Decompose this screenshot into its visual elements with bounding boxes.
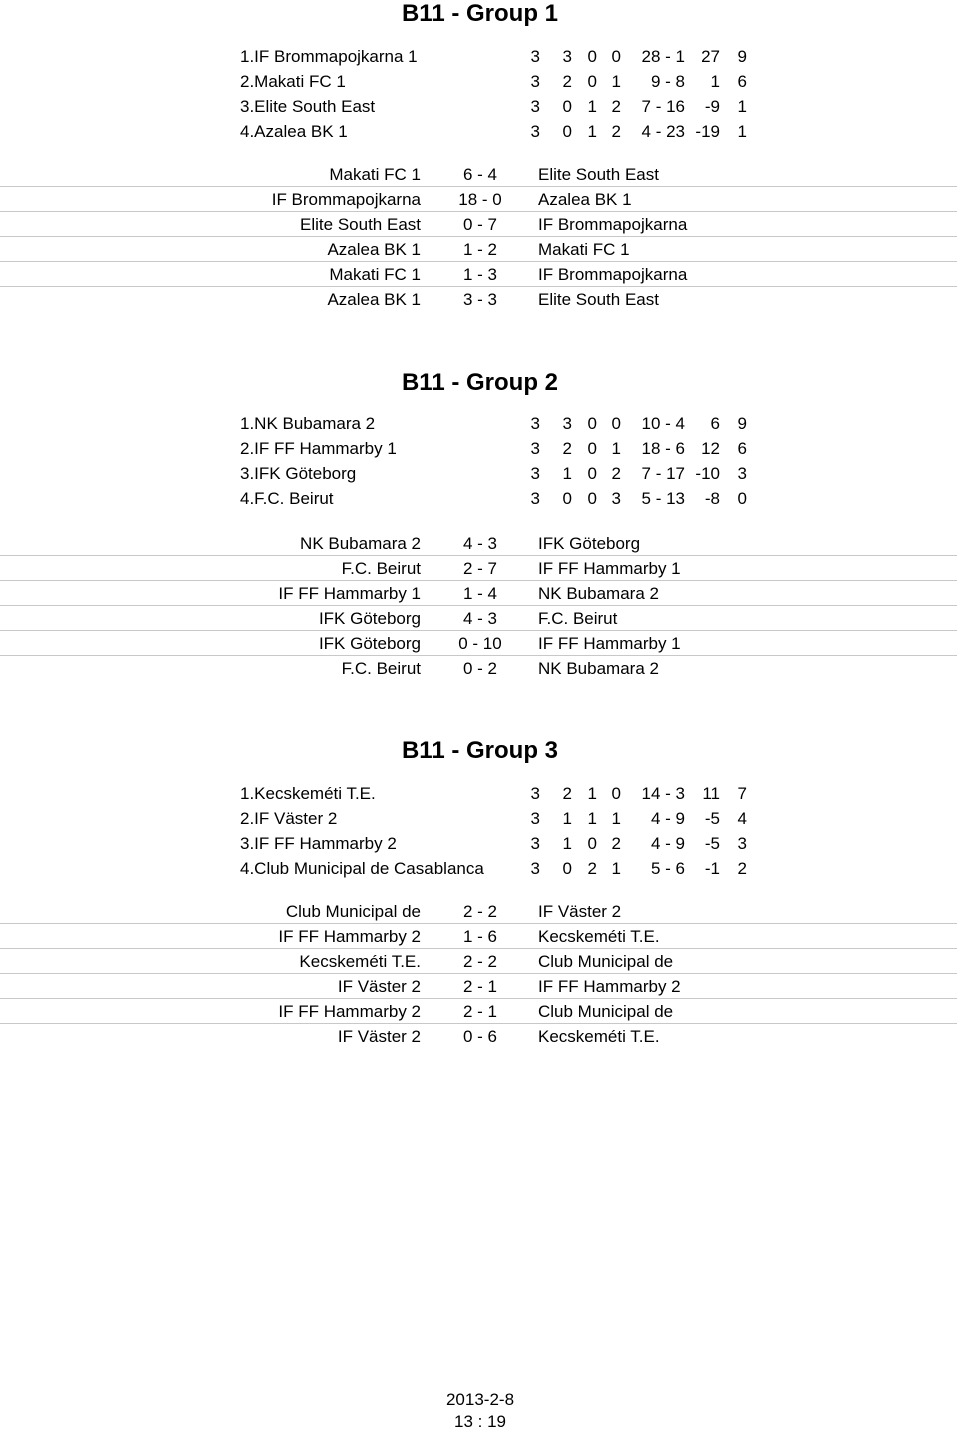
- standing-points: 9: [737, 47, 747, 66]
- standing-row: [240, 781, 840, 806]
- match-score: 1 - 2: [462, 240, 498, 259]
- standing-diff: -5: [704, 834, 720, 853]
- match-score: 0 - 6: [462, 1027, 498, 1046]
- match-row: [0, 924, 957, 949]
- standing-row: [240, 806, 840, 831]
- standing-points: 3: [737, 834, 747, 853]
- match-score: 1 - 3: [462, 265, 498, 284]
- standing-played: 3: [530, 809, 540, 828]
- match-row: [0, 237, 957, 262]
- match-score: 1 - 6: [462, 927, 498, 946]
- match-away-team: IF Brommapojkarna: [538, 265, 688, 284]
- standing-goals: 7 - 16: [641, 97, 685, 116]
- match-home-team: NK Bubamara 2: [300, 534, 421, 553]
- standing-drawn: 0: [587, 489, 597, 508]
- standing-points: 2: [737, 859, 747, 878]
- standing-row: [240, 486, 840, 511]
- standing-played: 3: [530, 464, 540, 483]
- standing-team: 3.Elite South East: [240, 97, 376, 116]
- match-row: [0, 606, 957, 631]
- match-away-team: IF Brommapojkarna: [538, 215, 688, 234]
- standing-team: 1.NK Bubamara 2: [240, 414, 376, 433]
- standing-won: 2: [562, 439, 572, 458]
- standing-played: 3: [530, 72, 540, 91]
- group-title: B11 - Group 3: [401, 737, 559, 764]
- standing-lost: 2: [611, 834, 621, 853]
- match-home-team: IF Väster 2: [337, 1027, 421, 1046]
- standing-played: 3: [530, 47, 540, 66]
- standing-drawn: 2: [587, 859, 597, 878]
- match-row: [0, 187, 957, 212]
- standing-won: 0: [562, 122, 572, 141]
- standing-diff: -1: [704, 859, 720, 878]
- standing-played: 3: [530, 122, 540, 141]
- standing-played: 3: [530, 859, 540, 878]
- standing-diff: 27: [701, 47, 720, 66]
- standing-row: [240, 856, 840, 881]
- standing-played: 3: [530, 834, 540, 853]
- standing-diff: -10: [695, 464, 720, 483]
- standing-goals: 9 - 8: [650, 72, 685, 91]
- match-score: 2 - 7: [462, 559, 498, 578]
- match-score: 4 - 3: [462, 534, 498, 553]
- standing-diff: 11: [702, 784, 720, 803]
- standing-diff: -19: [695, 122, 720, 141]
- match-home-team: Makati FC 1: [329, 265, 421, 284]
- standing-goals: 4 - 9: [650, 834, 685, 853]
- standing-goals: 4 - 9: [650, 809, 685, 828]
- match-row: [0, 212, 957, 237]
- standing-points: 6: [737, 439, 747, 458]
- standing-won: 1: [562, 809, 572, 828]
- standing-played: 3: [530, 784, 540, 803]
- standing-drawn: 1: [587, 97, 597, 116]
- standing-lost: 3: [611, 489, 621, 508]
- standing-row: [240, 69, 840, 94]
- standing-team: 2.Makati FC 1: [240, 72, 346, 91]
- match-away-team: Elite South East: [538, 290, 659, 309]
- standing-row: [240, 411, 840, 436]
- standing-points: 0: [737, 489, 747, 508]
- match-row: [0, 656, 957, 681]
- standing-points: 4: [737, 809, 747, 828]
- match-away-team: IF FF Hammarby 1: [538, 559, 681, 578]
- match-row: [0, 949, 957, 974]
- standing-team: 1.Kecskeméti T.E.: [240, 784, 376, 803]
- standing-row: [240, 44, 840, 69]
- match-home-team: IF Väster 2: [337, 977, 421, 996]
- standing-won: 2: [562, 72, 572, 91]
- standing-lost: 1: [611, 72, 621, 91]
- standing-drawn: 0: [587, 834, 597, 853]
- match-home-team: Azalea BK 1: [327, 290, 421, 309]
- match-row: [0, 262, 957, 287]
- match-home-team: Elite South East: [300, 215, 421, 234]
- standing-points: 7: [737, 784, 747, 803]
- match-away-team: Azalea BK 1: [538, 190, 632, 209]
- match-row: [0, 974, 957, 999]
- standing-drawn: 0: [587, 439, 597, 458]
- standing-row: [240, 119, 840, 144]
- match-row: [0, 162, 957, 187]
- standing-points: 1: [737, 97, 747, 116]
- match-row: [0, 631, 957, 656]
- match-home-team: F.C. Beirut: [341, 659, 421, 678]
- standing-goals: 10 - 4: [641, 414, 685, 433]
- standing-drawn: 1: [587, 784, 597, 803]
- standing-team: 2.IF Väster 2: [240, 809, 338, 828]
- standing-drawn: 1: [587, 122, 597, 141]
- standing-goals: 28 - 1: [641, 47, 685, 66]
- standing-points: 9: [737, 414, 747, 433]
- standing-lost: 1: [611, 809, 621, 828]
- match-away-team: Club Municipal de: [538, 952, 674, 971]
- standing-drawn: 0: [587, 414, 597, 433]
- standing-goals: 14 - 3: [641, 784, 685, 803]
- standing-drawn: 1: [587, 809, 597, 828]
- standing-won: 2: [562, 784, 572, 803]
- standing-won: 0: [562, 489, 572, 508]
- match-home-team: IFK Göteborg: [318, 609, 421, 628]
- standing-team: 2.IF FF Hammarby 1: [240, 439, 397, 458]
- match-away-team: NK Bubamara 2: [538, 584, 659, 603]
- match-home-team: Makati FC 1: [329, 165, 421, 184]
- standing-goals: 5 - 13: [641, 489, 685, 508]
- standing-row: [240, 94, 840, 119]
- match-home-team: Club Municipal de: [285, 902, 421, 921]
- standing-lost: 2: [611, 464, 621, 483]
- match-home-team: IF FF Hammarby 2: [278, 1002, 421, 1021]
- match-row: [0, 556, 957, 581]
- footer-time: 13 : 19: [454, 1412, 506, 1431]
- standing-played: 3: [530, 414, 540, 433]
- match-home-team: F.C. Beirut: [341, 559, 421, 578]
- match-score: 4 - 3: [462, 609, 498, 628]
- standing-played: 3: [530, 489, 540, 508]
- standing-goals: 5 - 6: [650, 859, 685, 878]
- standing-goals: 7 - 17: [641, 464, 685, 483]
- standing-diff: -9: [704, 97, 720, 116]
- match-away-team: Makati FC 1: [538, 240, 630, 259]
- standing-team: 4.F.C. Beirut: [240, 489, 334, 508]
- standing-won: 3: [562, 414, 572, 433]
- match-score: 0 - 10: [458, 634, 502, 653]
- match-home-team: IF FF Hammarby 1: [278, 584, 421, 603]
- match-score: 0 - 7: [462, 215, 498, 234]
- match-away-team: Kecskeméti T.E.: [538, 1027, 660, 1046]
- standing-diff: -8: [704, 489, 720, 508]
- standing-diff: -5: [704, 809, 720, 828]
- standing-points: 3: [737, 464, 747, 483]
- standing-diff: 6: [710, 414, 720, 433]
- match-score: 3 - 3: [462, 290, 498, 309]
- standing-drawn: 0: [587, 464, 597, 483]
- standing-lost: 2: [611, 97, 621, 116]
- match-score: 2 - 1: [462, 1002, 498, 1021]
- match-row: [0, 1024, 957, 1049]
- match-away-team: NK Bubamara 2: [538, 659, 659, 678]
- standing-team: 4.Azalea BK 1: [240, 122, 348, 141]
- match-row: [0, 531, 957, 556]
- match-score: 1 - 4: [462, 584, 498, 603]
- match-away-team: IF FF Hammarby 1: [538, 634, 681, 653]
- standing-lost: 1: [611, 859, 621, 878]
- standing-diff: 1: [710, 72, 720, 91]
- match-score: 18 - 0: [458, 190, 502, 209]
- standing-goals: 4 - 23: [641, 122, 685, 141]
- standing-played: 3: [530, 97, 540, 116]
- standing-points: 1: [737, 122, 747, 141]
- standing-team: 3.IF FF Hammarby 2: [240, 834, 397, 853]
- match-score: 0 - 2: [462, 659, 498, 678]
- standing-points: 6: [737, 72, 747, 91]
- match-home-team: IF FF Hammarby 2: [278, 927, 421, 946]
- standing-won: 1: [562, 464, 572, 483]
- match-away-team: Elite South East: [538, 165, 659, 184]
- standing-row: [240, 831, 840, 856]
- match-row: [0, 999, 957, 1024]
- standing-drawn: 0: [587, 47, 597, 66]
- standing-won: 0: [562, 859, 572, 878]
- match-row: [0, 287, 957, 312]
- standing-drawn: 0: [587, 72, 597, 91]
- match-row: [0, 581, 957, 606]
- standing-diff: 12: [701, 439, 720, 458]
- standing-team: 4.Club Municipal de Casablanca: [240, 859, 484, 878]
- standing-lost: 1: [611, 439, 621, 458]
- standing-team: 1.IF Brommapojkarna 1: [240, 47, 418, 66]
- footer-date: 2013-2-8: [445, 1390, 515, 1409]
- match-score: 2 - 2: [462, 902, 498, 921]
- match-score: 2 - 2: [462, 952, 498, 971]
- match-away-team: F.C. Beirut: [538, 609, 618, 628]
- group-title: B11 - Group 2: [401, 369, 559, 396]
- standing-team: 3.IFK Göteborg: [240, 464, 357, 483]
- standing-lost: 0: [611, 47, 621, 66]
- standing-lost: 0: [611, 414, 621, 433]
- standing-won: 0: [562, 97, 572, 116]
- standing-goals: 18 - 6: [641, 439, 685, 458]
- match-away-team: IFK Göteborg: [538, 534, 641, 553]
- standing-row: [240, 436, 840, 461]
- standing-row: [240, 461, 840, 486]
- standing-lost: 2: [611, 122, 621, 141]
- match-home-team: Kecskeméti T.E.: [299, 952, 421, 971]
- match-away-team: Club Municipal de: [538, 1002, 674, 1021]
- standing-won: 1: [562, 834, 572, 853]
- match-score: 6 - 4: [462, 165, 498, 184]
- match-row: [0, 899, 957, 924]
- standing-lost: 0: [611, 784, 621, 803]
- match-away-team: IF Väster 2: [538, 902, 622, 921]
- group-title: B11 - Group 1: [401, 0, 559, 27]
- match-home-team: IFK Göteborg: [318, 634, 421, 653]
- standing-won: 3: [562, 47, 572, 66]
- match-home-team: IF Brommapojkarna: [271, 190, 421, 209]
- match-away-team: IF FF Hammarby 2: [538, 977, 681, 996]
- match-score: 2 - 1: [462, 977, 498, 996]
- match-away-team: Kecskeméti T.E.: [538, 927, 660, 946]
- match-home-team: Azalea BK 1: [327, 240, 421, 259]
- standing-played: 3: [530, 439, 540, 458]
